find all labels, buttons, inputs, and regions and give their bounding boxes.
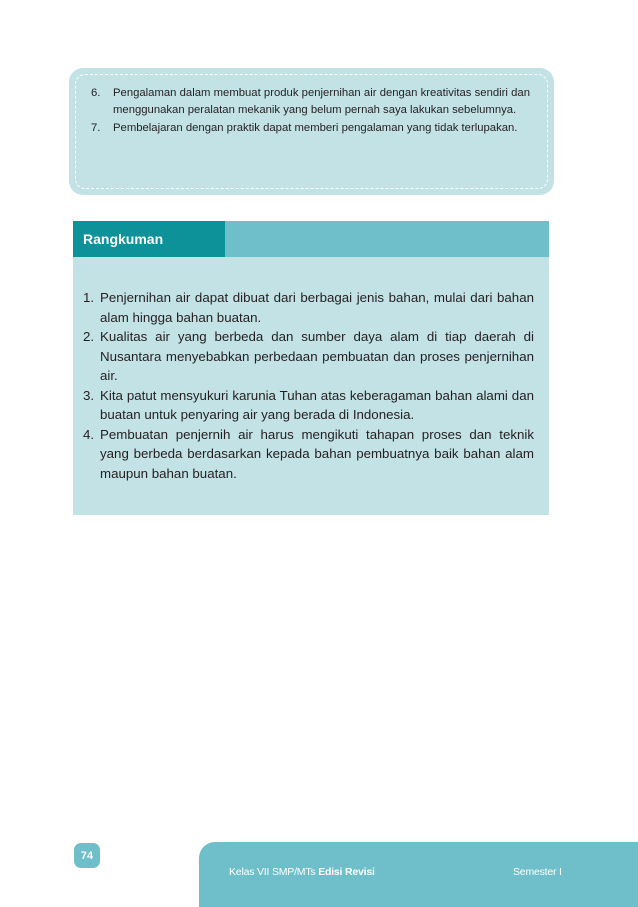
item-text: Pembuatan penjernih air harus mengikuti tahapan proses dan teknik yang berbeda berdasarkan kepada bahan pembuatnya baik bahan alam maupun bahan buatan. xyxy=(100,426,534,481)
book-edition: Edisi Revisi xyxy=(318,866,375,878)
summary-box xyxy=(73,221,549,515)
reflection-list xyxy=(91,85,530,137)
page-number-badge xyxy=(74,843,100,868)
item-text: Penjernihan air dapat dibuat dari berbagai jenis bahan, mulai dari bahan alam hingga bahan buatan. xyxy=(100,290,534,325)
item-number: 6. xyxy=(91,87,101,99)
summary-title-tab xyxy=(73,221,225,257)
book-title xyxy=(229,866,375,878)
item-number: 1. xyxy=(83,290,95,305)
page-number: 74 xyxy=(80,849,94,862)
reflection-box xyxy=(69,68,554,195)
summary-header xyxy=(73,221,549,257)
summary-list xyxy=(83,288,534,483)
list-item xyxy=(91,85,530,120)
semester-label: Semester I xyxy=(513,866,562,878)
list-item xyxy=(83,327,534,386)
item-text: Pengalaman dalam membuat produk penjernihan air dengan kreativitas sendiri dan menggunakan peralatan mekanik yang belum pernah saya lakukan sebelumnya. xyxy=(113,87,530,117)
item-number: 4. xyxy=(83,426,95,442)
summary-title: Rangkuman xyxy=(83,231,164,247)
list-item xyxy=(83,425,534,484)
book-title-prefix: Kelas VII SMP/MTs xyxy=(229,866,319,878)
footer-bar xyxy=(199,842,638,907)
item-text: Pembelajaran dengan praktik dapat memberi pengalaman yang tidak terlupakan. xyxy=(113,121,518,134)
list-item xyxy=(83,288,534,327)
list-item xyxy=(91,120,530,137)
item-number: 2. xyxy=(83,329,95,344)
item-text: Kualitas air yang berbeda dan sumber daya alam di tiap daerah di Nusantara menyebabkan perbedaan pembuatan dan proses penjernihan air. xyxy=(100,329,534,383)
list-item xyxy=(83,386,534,425)
item-text: Kita patut mensyukuri karunia Tuhan atas keberagaman bahan alami dan buatan untuk penyaring air yang berada di Indonesia. xyxy=(100,387,534,422)
item-number: 3. xyxy=(83,387,95,403)
item-number: 7. xyxy=(91,121,101,134)
